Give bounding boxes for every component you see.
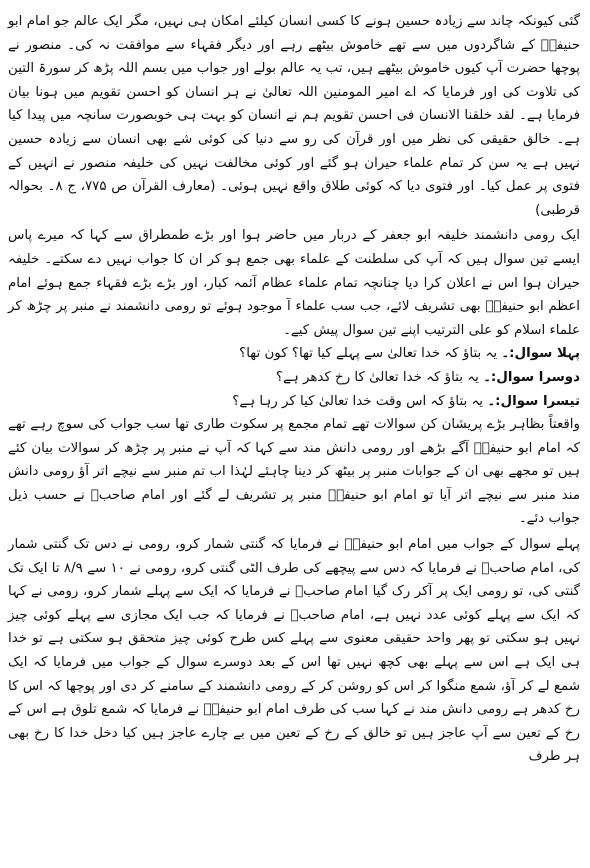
question-2-label: دوسرا سوال:۔ [483, 369, 580, 385]
question-3-text: یہ بتاؤ کہ اس وقت خدا تعالیٰ کیا کر رہا ہے؟ [232, 393, 484, 409]
paragraph-roman-scholar: ایک رومی دانشمند خلیفہ ابو جعفر کے دربار میں حاضر ہوا اور بڑے طمطراق سے کہا کہ میرے پاس ایسے تین سوال ہیں کہ آپ کی سلطنت کے علماء بھی جمع ہو کر ان کا جواب نہیں دے سکتے۔ خلیفہ حیران ہوا اس نے اعلان کرا دیا چنانچہ تمام علماء عظام آئمہ کبار، اور بڑے بڑے فقہاء جمع ہوئے امام اعظم ابو حنیفہؒ بھی تشریف لائے، جب سب علماء آ موجود ہوئے تو رومی دانشمند نے منبر پر چڑھ کر علماء اسلام کو علی الترتیب اپنے تین سوال پیش کیے۔ [8, 228, 580, 338]
paragraph-first-answer: پہلے سوال کے جواب میں امام ابو حنیفہؒ نے فرمایا کہ گنتی شمار کرو، رومی نے دس تک گنتی شمار کی، امام صاحبؒ نے فرمایا کہ دس سے پیچھے کی طرف الٹی گنتی کرو، رومی نے ۱۰ سے ۸/۹ تا ایک تک گنتی کی، تو رومی ایک پر آکر رک گیا امام صاحبؒ نے فرمایا کہ ایک سے پہلے شمار کرو، رومی نے کہا کہ ایک سے پہلے کوئی عدد نہیں ہے، امام صاحبؒ نے فرمایا کہ جب ایک مجازی سے پہلے کوئی چیز نہیں ہو سکتی تو پھر واحد حقیقی معنوی سے پہلے کس طرح کوئی چیز متحقق ہو سکتی ہے تو خدا ہی ایک ہے اس سے پہلے بھی کچھ نہیں تھا اس کے بعد دوسرے سوال کے جواب میں فرمایا کہ ایک شمع لے کر آؤ، شمع منگوا کر اس کو روشن کر کے رومی دانشمند کے سامنے کر دی اور پوچھا کہ اس کا رخ کدھر ہے رومی دانش مند نے کہا سب کی طرف امام ابو حنیفہؒ نے فرمایا کہ شمع تلوق ہے اس کے رخ کے تعین سے آپ عاجز ہیں تو خالق کے رخ کے تعین میں بے چارے عاجز ہیں کیا دخل خدا کا رخ بھی ہر طرف [8, 537, 580, 765]
question-3-label: تیسرا سوال:۔ [487, 393, 580, 409]
question-2 [8, 366, 580, 390]
paragraph-moon-fatwa: گئی کیونکہ چاند سے زیادہ حسین ہونے کا کسی انسان کیلئے امکان ہی نہیں، مگر ایک عالم جو امام ابو حنیفہؒ کے شاگردوں میں سے تھے خاموش بیٹھے رہے اور دیگر فقہاء سے موافقت نہ کی۔ منصور نے پوچھا حضرت آپ کیوں خاموش بیٹھے ہیں، تب یہ عالم بولے اور جواب میں بسم اللہ پڑھ کر سورۃ التین کی تلاوت کی اور فرمایا کہ اے امیر المومنین اللہ تعالیٰ نے ہر انسان کو احسن تقویم میں ہونا بیان فرمایا ہے۔ لقد خلقنا الانسان فی احسن تقویم ہم نے انسان کو بہت ہی خوبصورت سانچہ میں پیدا کیا ہے۔ خالق حقیقی کی نظر میں اور قرآن کی رو سے دنیا کی کوئی شے بھی انسان سے زیادہ حسین نہیں ہے یہ سن کر تمام علماء حیران ہو گئے اور کوئی مخالفت نہیں کی خلیفہ منصور نے انہیں کے فتوی پر عمل کیا۔ اور فتوی دیا کہ کوئی طلاق واقع نہیں ہوئی۔ (معارف القرآن ص ۷۷۵، ج ۸۔ بحوالہ قرطبی) [8, 14, 580, 218]
paragraph-imam-response: واقعتاً بظاہر بڑے پریشان کن سوالات تھے تمام مجمع پر سکوت طاری تھا سب جواب کی سوچ رہے تھے کہ امام ابو حنیفہؒ آگے بڑھے اور رومی دانش مند سے کہا کہ آپ نے منبر پر چڑھ کر سوالات بیان کئے ہیں تو مجھے بھی ان کے جوابات منبر پر بیٹھ کر دینا چاہئے لہٰذا اب تم منبر سے نیچے اتر آؤ رومی دانش مند منبر سے نیچے اتر آیا تو امام ابو حنیفہؒ منبر پر تشریف لے گئے اور امام صاحبؒ نے حسب ذیل جواب دئے۔ [8, 417, 580, 527]
question-2-text: یہ بتاؤ کہ خدا تعالیٰ کا رخ کدھر ہے؟ [275, 369, 479, 385]
question-1 [8, 342, 580, 366]
question-1-label: پہلا سوال:۔ [501, 346, 580, 362]
question-1-text: یہ بتاؤ کہ خدا تعالیٰ سے پہلے کیا تھا؟ کون تھا؟ [239, 346, 498, 362]
question-3 [8, 390, 580, 414]
